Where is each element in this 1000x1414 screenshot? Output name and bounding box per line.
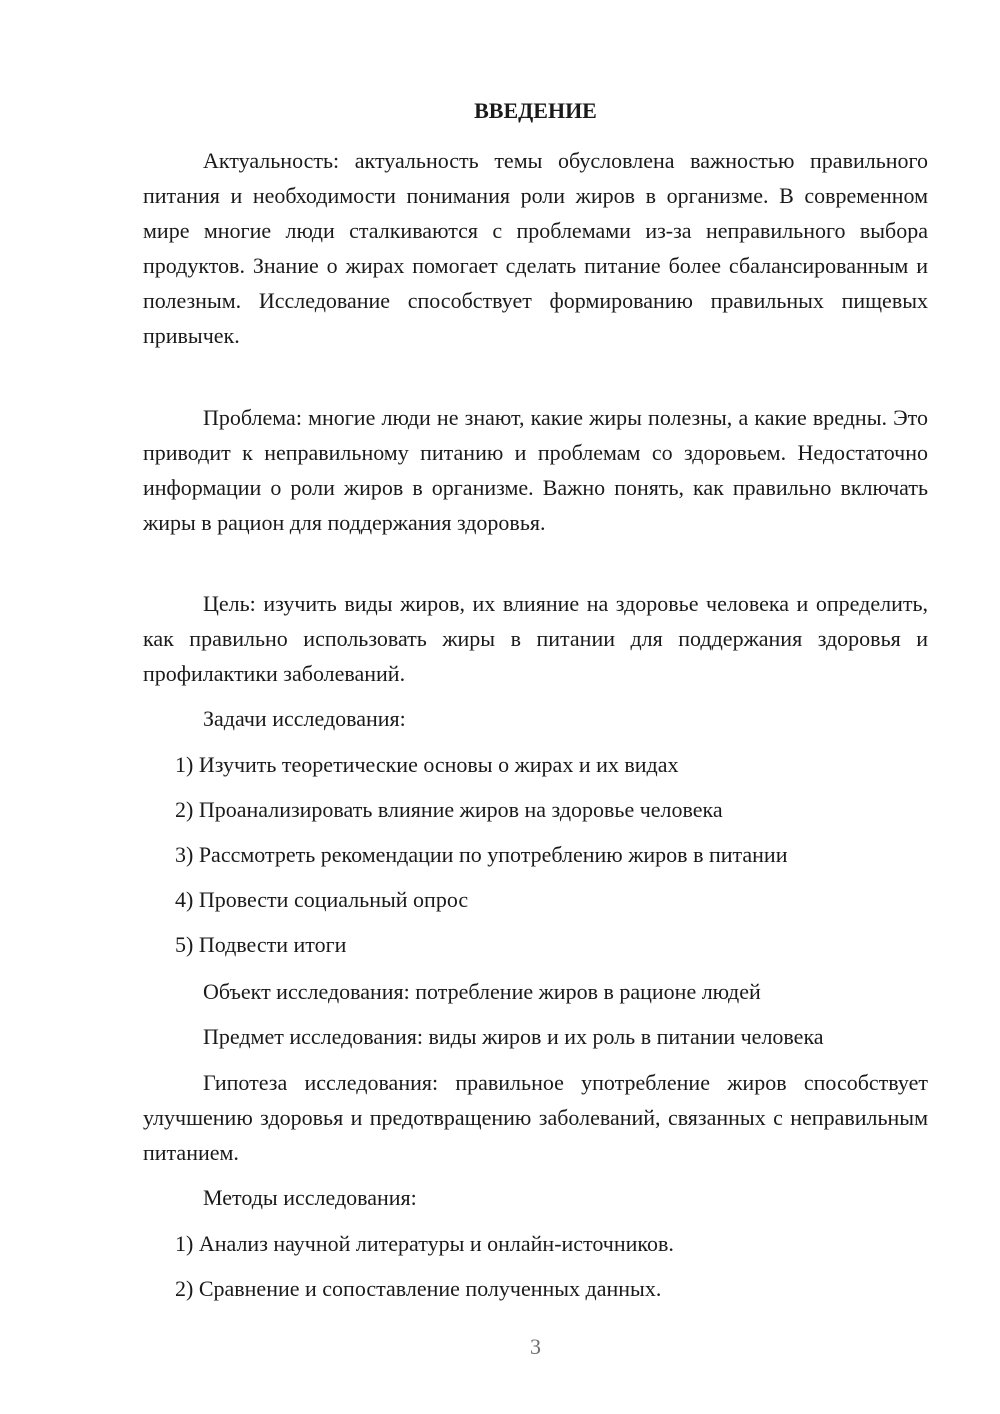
research-object: Объект исследования: потребление жиров в рационе людей	[203, 979, 761, 1004]
task-item: 3) Рассмотреть рекомендации по употреблению жиров в питании	[175, 842, 788, 867]
task-item: 5) Подвести итоги	[175, 932, 347, 957]
method-item: 2) Сравнение и сопоставление полученных данных.	[175, 1276, 662, 1301]
task-item: 2) Проанализировать влияние жиров на здоровье человека	[175, 797, 723, 822]
research-subject: Предмет исследования: виды жиров и их роль в питании человека	[203, 1024, 824, 1049]
task-item: 4) Провести социальный опрос	[175, 887, 469, 912]
goal-paragraph: Цель: изучить виды жиров, их влияние на здоровье человека и определить, как правильно использовать жиры в питании для поддержания здоровья и профилактики заболеваний.	[143, 591, 928, 686]
page-number: 3	[530, 1334, 541, 1359]
tasks-heading: Задачи исследования:	[203, 706, 406, 731]
hypothesis-paragraph: Гипотеза исследования: правильное употребление жиров способствует улучшению здоровья и предотвращению заболеваний, связанных с неправильным питанием.	[143, 1070, 928, 1165]
page-title: ВВЕДЕНИЕ	[474, 98, 597, 123]
task-item: 1) Изучить теоретические основы о жирах и их видах	[175, 752, 679, 777]
problem-paragraph: Проблема: многие люди не знают, какие жиры полезны, а какие вредны. Это приводит к неправильному питанию и проблемам со здоровьем. Недостаточно информации о роли жиров в организме. Важно понять, как правильно включать жиры в рацион для поддержания здоровья.	[143, 405, 928, 535]
methods-heading: Методы исследования:	[203, 1185, 417, 1210]
relevance-paragraph: Актуальность: актуальность темы обусловлена важностью правильного питания и необходимости понимания роли жиров в организме. В современном мире многие люди сталкиваются с проблемами из-за неправильного выбора продуктов. Знание о жирах помогает сделать питание более сбалансированным и полезным. Исследование способствует формированию правильных пищевых привычек.	[143, 148, 928, 348]
method-item: 1) Анализ научной литературы и онлайн-источников.	[175, 1231, 674, 1256]
